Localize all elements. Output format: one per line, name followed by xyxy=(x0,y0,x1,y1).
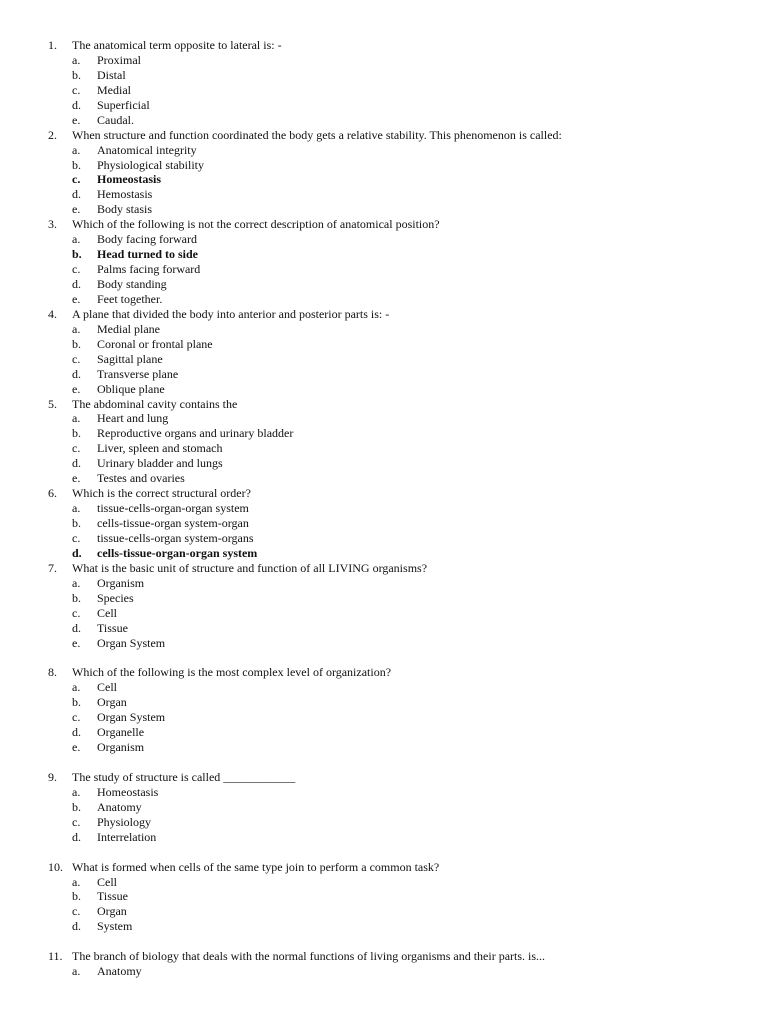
option-text: Physiology xyxy=(97,814,152,829)
answer-option xyxy=(0,352,768,367)
option-letter: d. xyxy=(72,97,81,112)
option-letter: d. xyxy=(72,277,81,291)
answer-option xyxy=(0,800,768,815)
answer-option xyxy=(0,576,768,591)
answer-option xyxy=(0,889,768,904)
option-text: Caudal. xyxy=(97,112,134,127)
answer-option xyxy=(0,830,768,845)
option-letter: c. xyxy=(72,351,81,366)
answer-option xyxy=(0,426,768,441)
question-row xyxy=(0,860,768,875)
option-letter: d. xyxy=(72,187,81,202)
option-text: Cell xyxy=(97,680,117,695)
option-letter: d. xyxy=(72,725,81,740)
option-text: Transverse plane xyxy=(97,366,179,381)
option-letter: b. xyxy=(72,889,81,904)
option-text: Urinary bladder and lungs xyxy=(97,456,223,471)
option-letter: e. xyxy=(72,291,81,306)
question-text: Which is the correct structural order? xyxy=(72,486,251,501)
question-number: 6. xyxy=(48,486,57,501)
option-letter: c. xyxy=(72,530,81,545)
answer-option xyxy=(0,113,768,128)
question-number: 1. xyxy=(48,38,57,52)
option-text: cells-tissue-organ system-organ xyxy=(97,516,249,530)
option-letter: e. xyxy=(72,112,81,127)
option-text: Liver, spleen and stomach xyxy=(97,441,223,456)
option-letter: c. xyxy=(72,441,81,456)
answer-option xyxy=(0,516,768,531)
option-text: Organ System xyxy=(97,635,166,650)
option-text: Proximal xyxy=(97,52,141,67)
option-text: Interrelation xyxy=(97,829,157,844)
option-letter: c. xyxy=(72,262,81,277)
question-text: The study of structure is called ____________ xyxy=(72,769,296,784)
option-text: Organelle xyxy=(97,725,145,740)
option-letter: b. xyxy=(72,426,81,441)
option-letter: c. xyxy=(72,814,81,829)
question-row xyxy=(0,307,768,322)
option-letter: e. xyxy=(72,635,81,650)
answer-option xyxy=(0,904,768,919)
answer-option xyxy=(0,367,768,382)
option-letter: d. xyxy=(72,919,81,934)
answer-option xyxy=(0,815,768,830)
option-letter: c. xyxy=(72,904,81,919)
question-text: Which of the following is the most complex level of organization? xyxy=(72,665,392,680)
question-number: 10. xyxy=(48,859,63,874)
answer-option xyxy=(0,785,768,800)
option-text: Tissue xyxy=(97,889,128,904)
option-text: Organism xyxy=(97,740,145,755)
question-row xyxy=(0,949,768,964)
option-text: Reproductive organs and urinary bladder xyxy=(97,426,294,441)
option-letter: a. xyxy=(72,575,81,590)
option-letter: a. xyxy=(72,411,81,426)
option-text: Hemostasis xyxy=(97,187,153,202)
answer-option xyxy=(0,337,768,352)
option-letter: b. xyxy=(72,67,81,82)
option-text: Cell xyxy=(97,605,117,620)
option-text: Medial xyxy=(97,82,131,97)
option-letter: e. xyxy=(72,202,81,217)
answer-option xyxy=(0,471,768,486)
answer-option xyxy=(0,501,768,516)
question-number: 11. xyxy=(48,949,63,964)
option-letter: a. xyxy=(72,680,81,695)
answer-option xyxy=(0,636,768,651)
option-letter: b. xyxy=(72,247,82,262)
option-text: Body standing xyxy=(97,277,167,291)
option-text: Testes and ovaries xyxy=(97,471,185,486)
answer-option xyxy=(0,158,768,173)
answer-option xyxy=(0,606,768,621)
option-letter: b. xyxy=(72,516,81,530)
answer-option xyxy=(0,262,768,277)
option-letter: a. xyxy=(72,52,81,67)
option-letter: c. xyxy=(72,605,81,620)
option-letter: d. xyxy=(72,829,81,844)
answer-option xyxy=(0,53,768,68)
question-number: 7. xyxy=(48,560,57,575)
question-text: The abdominal cavity contains the xyxy=(72,396,238,411)
option-letter: c. xyxy=(72,710,81,725)
answer-option xyxy=(0,68,768,83)
option-letter: a. xyxy=(72,784,81,799)
option-letter: a. xyxy=(72,142,81,157)
option-letter: a. xyxy=(72,501,81,516)
option-text: System xyxy=(97,919,133,934)
option-text: Medial plane xyxy=(97,321,160,336)
option-text: Sagittal plane xyxy=(97,351,163,366)
answer-option xyxy=(0,621,768,636)
answer-option xyxy=(0,83,768,98)
answer-option-correct xyxy=(0,546,768,561)
question-text: The anatomical term opposite to lateral is: - xyxy=(72,38,282,52)
answer-option-correct xyxy=(0,172,768,187)
question-row xyxy=(0,486,768,501)
option-letter: d. xyxy=(72,456,81,471)
answer-option xyxy=(0,187,768,202)
answer-option xyxy=(0,680,768,695)
answer-option xyxy=(0,202,768,217)
option-letter: a. xyxy=(72,874,81,889)
question-number: 9. xyxy=(48,769,57,784)
option-letter: e. xyxy=(72,381,81,396)
question-text: Which of the following is not the correct description of anatomical position? xyxy=(72,217,440,232)
option-letter: b. xyxy=(72,157,81,172)
answer-option xyxy=(0,591,768,606)
question-number: 8. xyxy=(48,665,57,680)
option-letter: a. xyxy=(72,321,81,336)
option-text: Organ xyxy=(97,695,127,710)
answer-option-correct xyxy=(0,247,768,262)
option-text: Feet together. xyxy=(97,291,163,306)
answer-option xyxy=(0,277,768,292)
answer-option xyxy=(0,232,768,247)
option-text: Anatomy xyxy=(97,964,142,979)
option-letter: a. xyxy=(72,964,81,979)
blank-line xyxy=(0,650,768,665)
option-letter: d. xyxy=(72,545,82,560)
answer-option xyxy=(0,919,768,934)
option-text: Palms facing forward xyxy=(97,262,201,277)
question-text: The branch of biology that deals with the normal functions of living organisms and their parts. is... xyxy=(72,949,546,964)
answer-option xyxy=(0,964,768,979)
option-text: Anatomical integrity xyxy=(97,142,197,157)
option-text: Organism xyxy=(97,575,145,590)
answer-option xyxy=(0,441,768,456)
option-letter: a. xyxy=(72,232,81,247)
blank-line xyxy=(0,845,768,860)
question-row xyxy=(0,128,768,143)
option-text: tissue-cells-organ-organ system xyxy=(97,501,249,516)
question-row xyxy=(0,770,768,785)
answer-option xyxy=(0,456,768,471)
answer-option xyxy=(0,382,768,397)
answer-option xyxy=(0,322,768,337)
option-text: tissue-cells-organ system-organs xyxy=(97,530,254,545)
answer-option xyxy=(0,292,768,307)
question-document xyxy=(0,38,768,979)
option-text: Homeostasis xyxy=(97,784,159,799)
question-row xyxy=(0,397,768,412)
option-letter: c. xyxy=(72,82,81,97)
option-text: Homeostasis xyxy=(97,172,161,187)
question-number: 5. xyxy=(48,396,57,411)
option-text: Organ xyxy=(97,904,127,919)
answer-option xyxy=(0,98,768,113)
option-text: Cell xyxy=(97,874,117,889)
option-letter: d. xyxy=(72,366,81,381)
option-text: Distal xyxy=(97,67,126,82)
option-letter: b. xyxy=(72,590,81,605)
question-row xyxy=(0,561,768,576)
option-letter: b. xyxy=(72,695,81,710)
question-row xyxy=(0,38,768,53)
option-text: Head turned to side xyxy=(97,247,199,262)
option-text: Organ System xyxy=(97,710,166,725)
question-text: What is formed when cells of the same type join to perform a common task? xyxy=(72,859,440,874)
answer-option xyxy=(0,740,768,755)
option-text: Body facing forward xyxy=(97,232,197,247)
answer-option xyxy=(0,695,768,710)
answer-option xyxy=(0,725,768,740)
question-row xyxy=(0,665,768,680)
option-text: Tissue xyxy=(97,620,128,635)
option-text: Coronal or frontal plane xyxy=(97,336,213,351)
option-text: Superficial xyxy=(97,97,150,112)
question-number: 4. xyxy=(48,306,57,321)
question-text: When structure and function coordinated the body gets a relative stability. This phenomenon is called: xyxy=(72,127,562,142)
question-number: 2. xyxy=(48,127,57,142)
answer-option xyxy=(0,411,768,426)
question-text: What is the basic unit of structure and function of all LIVING organisms? xyxy=(72,560,428,575)
option-text: Physiological stability xyxy=(97,157,204,172)
answer-option xyxy=(0,143,768,158)
question-row xyxy=(0,217,768,232)
option-letter: e. xyxy=(72,740,81,755)
blank-line xyxy=(0,934,768,949)
option-text: cells-tissue-organ-organ system xyxy=(97,545,258,560)
answer-option xyxy=(0,531,768,546)
blank-line xyxy=(0,755,768,770)
question-number: 3. xyxy=(48,217,57,232)
answer-option xyxy=(0,710,768,725)
option-letter: b. xyxy=(72,336,81,351)
option-letter: d. xyxy=(72,620,81,635)
option-text: Anatomy xyxy=(97,799,142,814)
option-letter: b. xyxy=(72,799,81,814)
option-letter: c. xyxy=(72,172,81,187)
answer-option xyxy=(0,875,768,890)
option-text: Body stasis xyxy=(97,202,153,217)
option-letter: e. xyxy=(72,471,81,486)
option-text: Species xyxy=(97,590,134,605)
option-text: Oblique plane xyxy=(97,381,165,396)
question-text: A plane that divided the body into anterior and posterior parts is: - xyxy=(72,306,390,321)
option-text: Heart and lung xyxy=(97,411,169,426)
